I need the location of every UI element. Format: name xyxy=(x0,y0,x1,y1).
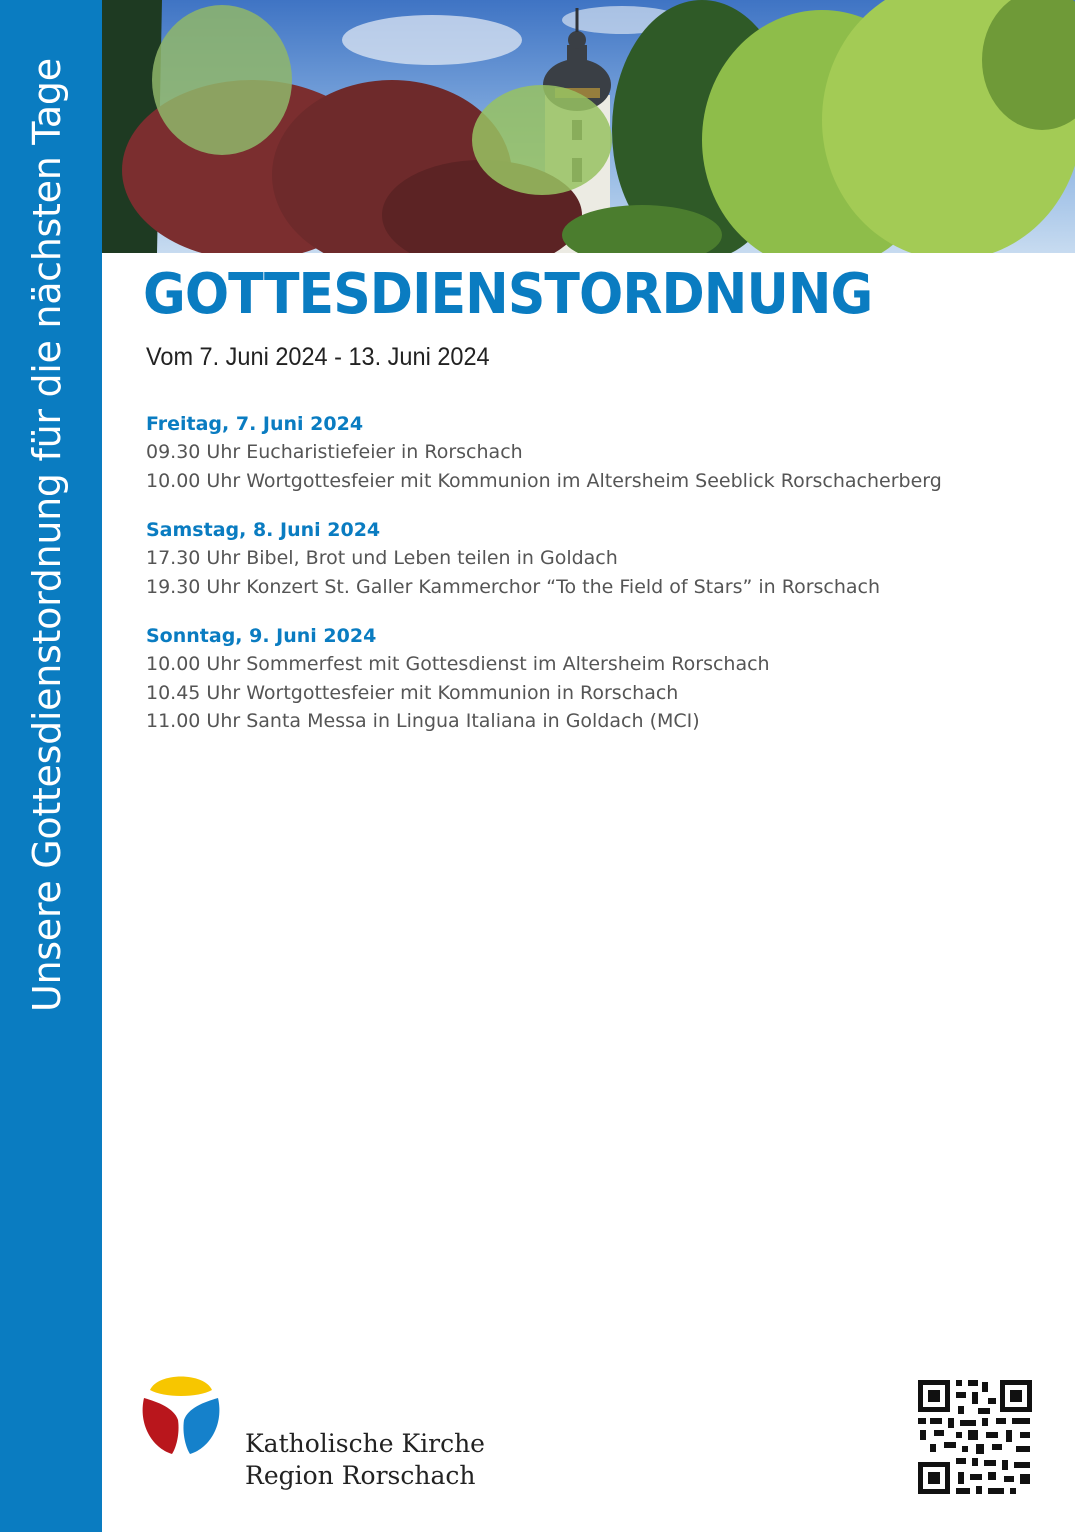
schedule-entry: 10.00 Uhr Sommerfest mit Gottesdienst im Altersheim Rorschach xyxy=(146,653,770,675)
date-range: Vom 7. Juni 2024 - 13. Juni 2024 xyxy=(146,343,490,371)
schedule-entry: 10.45 Uhr Wortgottesfeier mit Kommunion in Rorschach xyxy=(146,681,679,704)
schedule-entry: 10.00 Uhr Wortgottesfeier mit Kommunion im Altersheim Seeblick Rorschacherberg xyxy=(146,469,942,492)
organization-name xyxy=(245,1428,485,1492)
church-logo-icon xyxy=(138,1372,224,1456)
schedule xyxy=(146,410,1046,757)
qr-code-icon xyxy=(916,1378,1034,1496)
day-section xyxy=(146,516,1046,601)
day-section xyxy=(146,410,1046,495)
page-title: GOTTESDIENSTORDNUNG xyxy=(143,262,873,327)
day-heading: Sonntag, 9. Juni 2024 xyxy=(146,625,377,647)
hero-photo-church-tower xyxy=(102,0,1075,253)
day-heading: Samstag, 8. Juni 2024 xyxy=(146,519,381,541)
sidebar xyxy=(0,0,102,1532)
schedule-entry: 17.30 Uhr Bibel, Brot und Leben teilen in Goldach xyxy=(146,547,618,569)
schedule-entry: 09.30 Uhr Eucharistiefeier in Rorschach xyxy=(146,441,523,463)
org-line-2: Region Rorschach xyxy=(245,1461,476,1490)
day-heading: Freitag, 7. Juni 2024 xyxy=(146,413,364,435)
schedule-entry: 11.00 Uhr Santa Messa in Lingua Italiana in Goldach (MCI) xyxy=(146,710,700,732)
schedule-entry: 19.30 Uhr Konzert St. Galler Kammerchor “To the Field of Stars” in Rorschach xyxy=(146,575,881,598)
org-line-1: Katholische Kirche xyxy=(245,1429,485,1458)
sidebar-title: Unsere Gottesdienstordnung für die nächsten Tage xyxy=(25,58,69,1012)
day-section xyxy=(146,622,1046,736)
